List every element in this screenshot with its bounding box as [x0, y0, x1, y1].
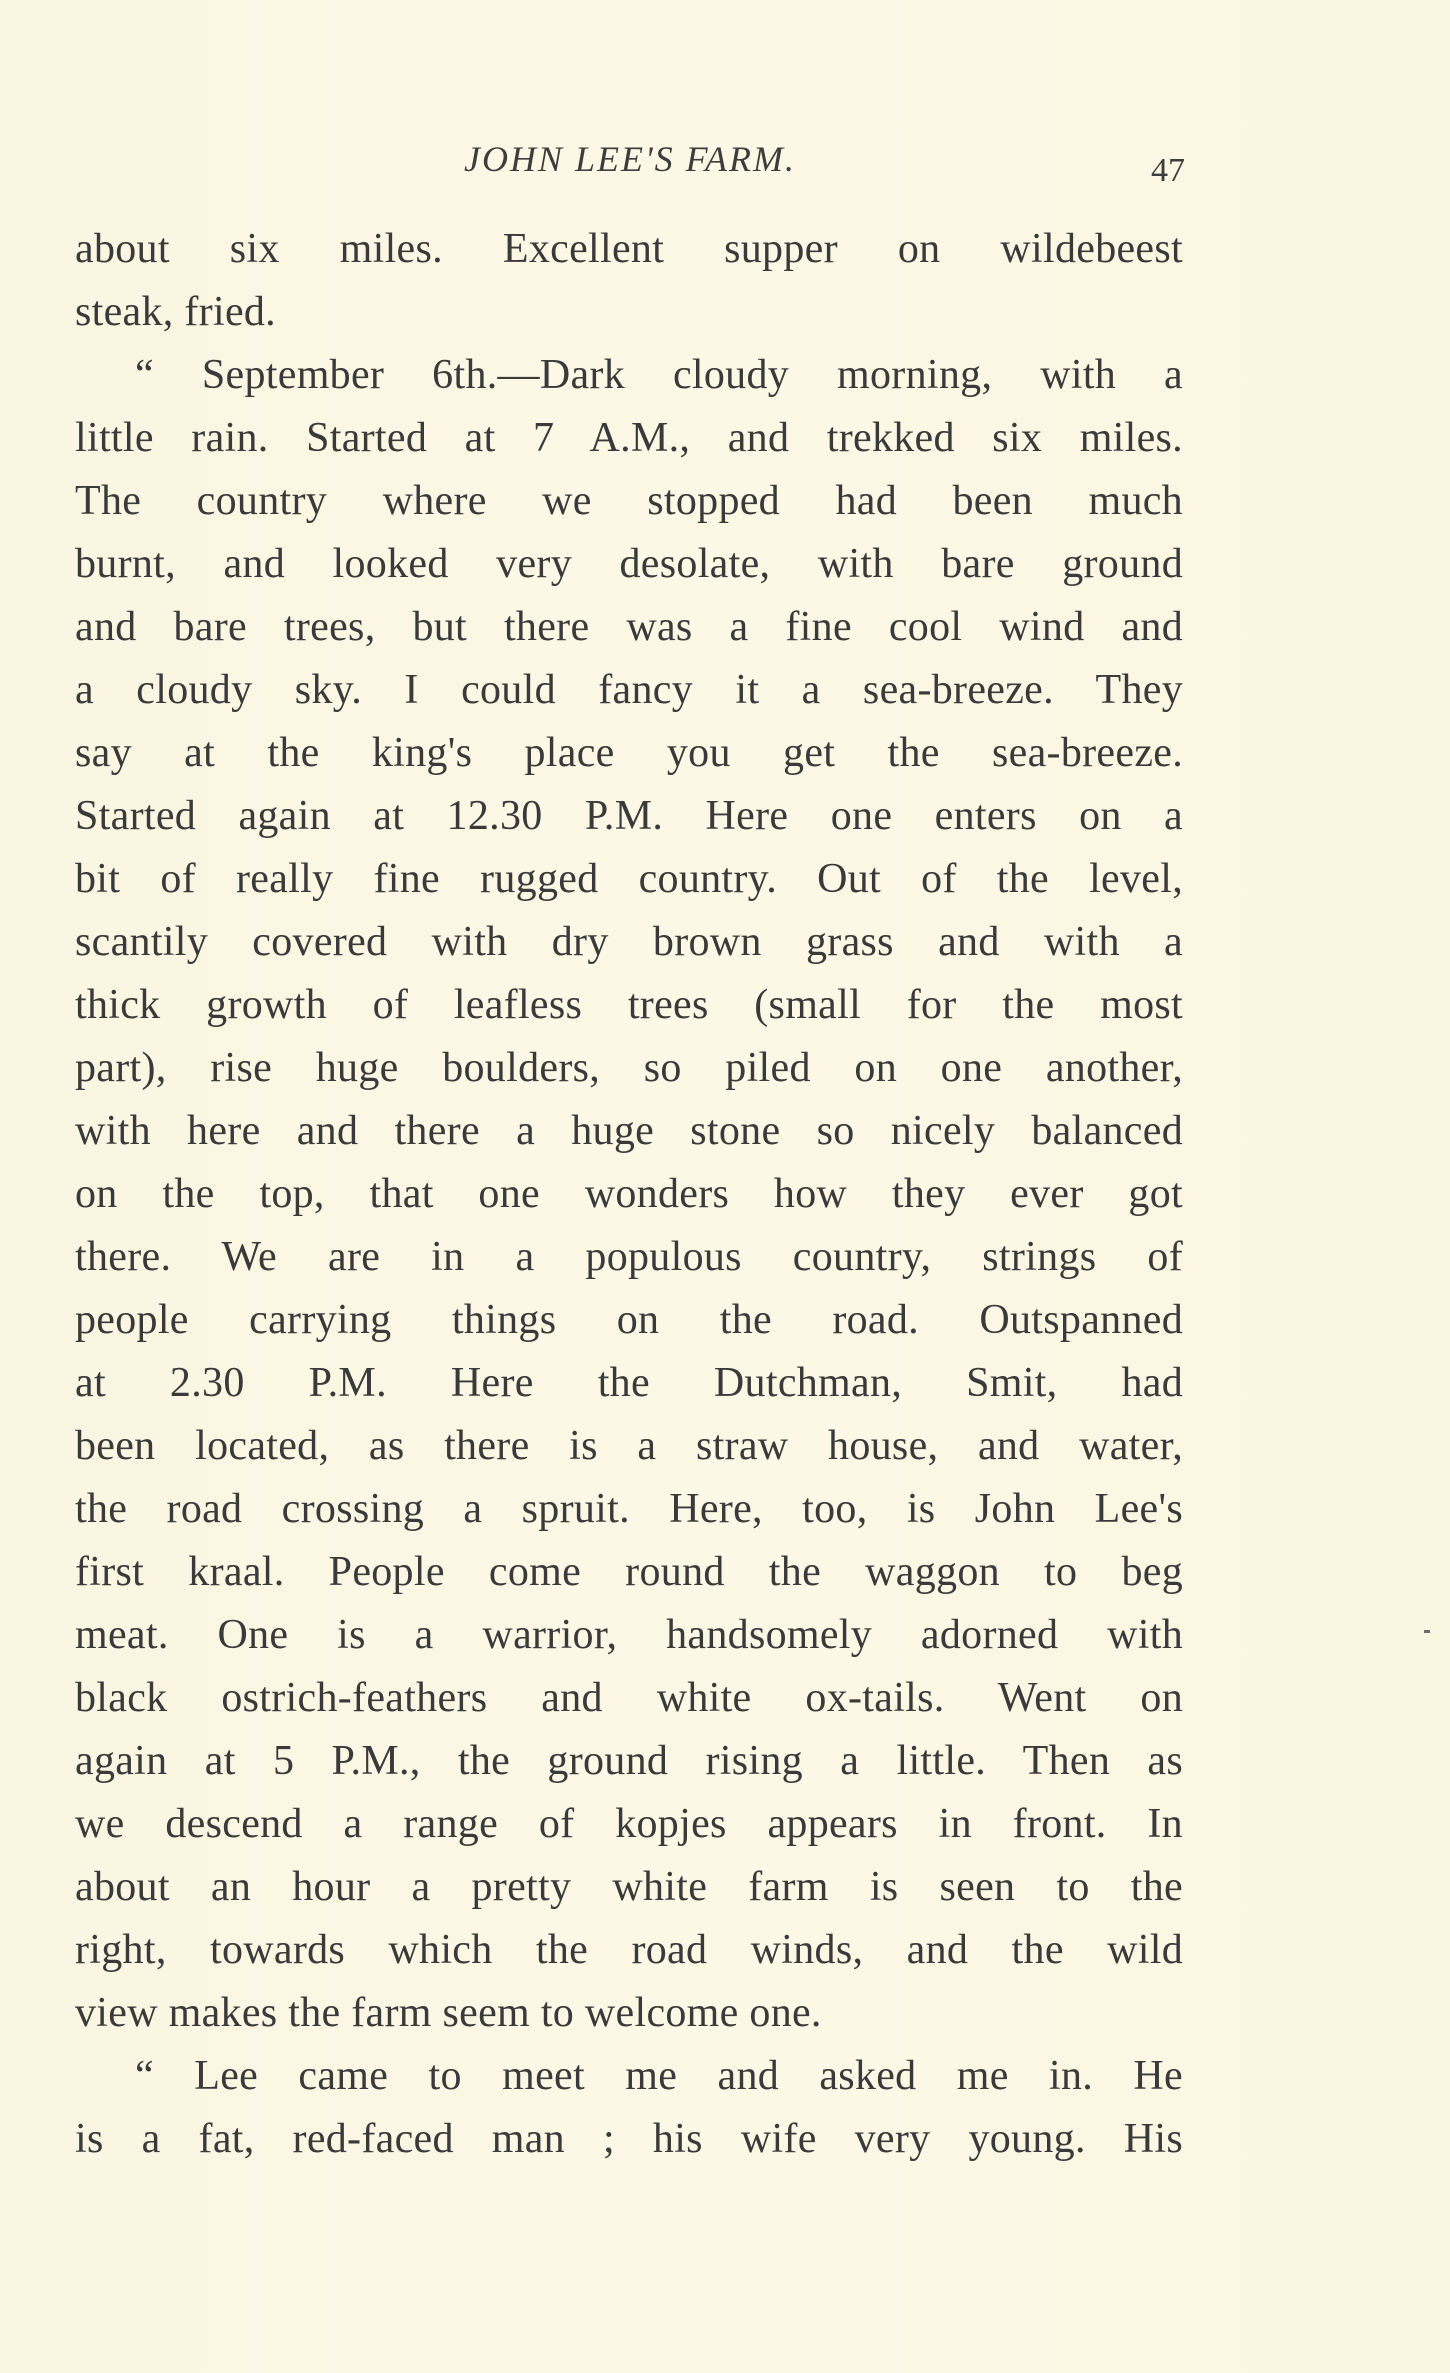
text-line: right, towards which the road winds, and the wild: [75, 1927, 1183, 1973]
text-line: there. We are in a populous country, strings of: [75, 1234, 1183, 1280]
text-line: and bare trees, but there was a fine cool wind and: [75, 604, 1183, 650]
text-line: we descend a range of kopjes appears in front. In: [75, 1801, 1183, 1847]
running-head: [75, 138, 1185, 198]
text-line: on the top, that one wonders how they ever got: [75, 1171, 1183, 1217]
text-line: thick growth of leafless trees (small for the most: [75, 982, 1183, 1028]
body-text: [75, 218, 1183, 2171]
text-line: burnt, and looked very desolate, with bare ground: [75, 541, 1183, 587]
text-line: “ September 6th.—Dark cloudy morning, with a: [135, 352, 1183, 398]
text-line: about six miles. Excellent supper on wildebeest: [75, 226, 1183, 272]
text-line: at 2.30 P.M. Here the Dutchman, Smit, had: [75, 1360, 1183, 1406]
text-line: say at the king's place you get the sea-breeze.: [75, 730, 1183, 776]
text-line: again at 5 P.M., the ground rising a little. Then as: [75, 1738, 1183, 1784]
margin-mark: [1424, 1630, 1430, 1633]
text-line: scantily covered with dry brown grass and with a: [75, 919, 1183, 965]
text-line: little rain. Started at 7 A.M., and trekked six miles.: [75, 415, 1183, 461]
text-line: with here and there a huge stone so nicely balanced: [75, 1108, 1183, 1154]
text-line: part), rise huge boulders, so piled on one another,: [75, 1045, 1183, 1091]
text-line: is a fat, red-faced man ; his wife very young. His: [75, 2116, 1183, 2162]
text-line: first kraal. People come round the waggon to beg: [75, 1549, 1183, 1595]
text-line: black ostrich-feathers and white ox-tails. Went on: [75, 1675, 1183, 1721]
text-line: a cloudy sky. I could fancy it a sea-breeze. They: [75, 667, 1183, 713]
text-line: The country where we stopped had been much: [75, 478, 1183, 524]
text-line: people carrying things on the road. Outspanned: [75, 1297, 1183, 1343]
text-line: meat. One is a warrior, handsomely adorned with: [75, 1612, 1183, 1658]
text-line: about an hour a pretty white farm is seen to the: [75, 1864, 1183, 1910]
text-line: Started again at 12.30 P.M. Here one enters on a: [75, 793, 1183, 839]
text-line: “ Lee came to meet me and asked me in. He: [135, 2053, 1183, 2099]
running-title: JOHN LEE'S FARM.: [463, 139, 796, 179]
text-line: been located, as there is a straw house, and water,: [75, 1423, 1183, 1469]
text-line: view makes the farm seem to welcome one.: [75, 1990, 822, 2036]
page-number: 47: [1151, 152, 1185, 189]
text-line: bit of really fine rugged country. Out of the level,: [75, 856, 1183, 902]
text-line: the road crossing a spruit. Here, too, is John Lee's: [75, 1486, 1183, 1532]
text-line: steak, fried.: [75, 289, 276, 335]
